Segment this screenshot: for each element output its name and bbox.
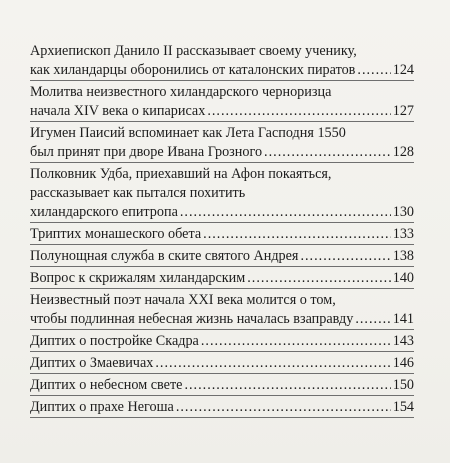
toc-entry-title: Диптих о небесном свете	[30, 377, 183, 393]
dot-leader	[184, 376, 390, 395]
dot-leader	[247, 269, 390, 288]
dot-leader	[180, 203, 391, 222]
toc-entry-title: Диптих о прахе Негоша	[30, 399, 174, 415]
toc-entry-line: Полковник Удба, приехавший на Афон покаяться,	[30, 166, 332, 182]
toc-entry-title: Триптих монашеского обета	[30, 226, 202, 242]
dot-leader	[203, 225, 391, 244]
toc-entry	[30, 124, 414, 163]
toc-page-number: 140	[392, 270, 414, 286]
toc-entry	[30, 165, 414, 223]
toc-page-number: 143	[392, 333, 414, 349]
toc-page-number: 128	[392, 144, 414, 160]
toc-page-number: 138	[392, 248, 414, 264]
toc-entry	[30, 291, 414, 330]
toc-entry-title: начала XIV века о кипарисах	[30, 103, 206, 119]
dot-leader	[155, 354, 390, 373]
dot-leader	[355, 310, 390, 329]
toc-entry	[30, 225, 414, 245]
toc-entry-line: Игумен Паисий вспоминает как Лета Гасподня 1550	[30, 125, 346, 141]
dot-leader	[300, 247, 390, 266]
toc-entry-line: Молитва неизвестного хиландарского черноризца	[30, 84, 332, 100]
toc-entry	[30, 247, 414, 267]
toc-entry	[30, 354, 414, 374]
table-of-contents	[30, 42, 414, 420]
toc-entry	[30, 332, 414, 352]
toc-entry-title: был принят при дворе Ивана Грозного	[30, 144, 263, 160]
toc-page-number: 130	[392, 204, 414, 220]
toc-entry-title: Диптих о Змаевичах	[30, 355, 154, 371]
dot-leader	[357, 61, 390, 80]
toc-page-number: 154	[392, 399, 414, 415]
toc-entry-title: Диптих о постройке Скадра	[30, 333, 199, 349]
toc-page-number: 127	[392, 103, 414, 119]
toc-entry	[30, 83, 414, 122]
toc-entry-title: чтобы подлинная небесная жизнь началась взаправду	[30, 311, 354, 327]
toc-page-number: 124	[392, 62, 414, 78]
toc-entry-title: Полунощная служба в ските святого Андрея	[30, 248, 299, 264]
dot-leader	[207, 102, 390, 121]
toc-entry-line: Архиепископ Данило II рассказывает своему ученику,	[30, 43, 357, 59]
toc-page-number: 146	[392, 355, 414, 371]
toc-entry	[30, 376, 414, 396]
toc-page-number: 133	[392, 226, 414, 242]
dot-leader	[201, 332, 391, 351]
toc-entry-line: рассказывает как пытался похитить	[30, 185, 246, 201]
toc-entry	[30, 269, 414, 289]
toc-entry-title: как хиландарцы оборонились от каталонских пиратов	[30, 62, 356, 78]
toc-page-number: 141	[392, 311, 414, 327]
toc-entry	[30, 42, 414, 81]
toc-entry-line: Неизвестный поэт начала XXI века молится о том,	[30, 292, 336, 308]
toc-entry-title: Вопрос к скрижалям хиландарским	[30, 270, 246, 286]
toc-entry	[30, 398, 414, 418]
toc-entry-title: хиландарского епитропа	[30, 204, 178, 220]
dot-leader	[264, 143, 391, 162]
dot-leader	[176, 398, 391, 417]
toc-page-number: 150	[392, 377, 414, 393]
